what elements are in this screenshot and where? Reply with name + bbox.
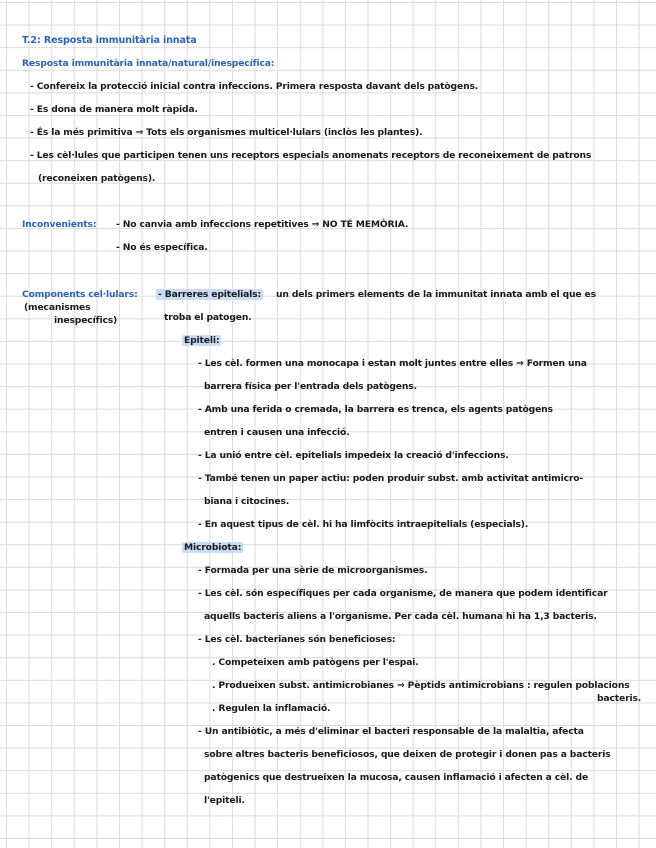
components-label-2: (mecanismes [24,302,91,313]
epiteli-item-2-cont: entren i causen una infecció. [204,427,350,438]
intro-line-3: - És la més primitiva ⇒ Tots els organismes multicel·lulars (inclòs les plantes). [30,127,423,138]
barreres-title-highlight: - Barreres epitelials: [158,289,262,300]
microbiota-title-highlight: Microbiota: [184,542,242,553]
barreres-desc-1: un dels primers elements de la immunitat innata amb el que es [276,289,596,300]
epiteli-item-1: - Les cèl. formen una monocapa i estan molt juntes entre elles ⇒ Formen una [198,358,587,369]
epiteli-item-4: - També tenen un paper actiu: poden produir subst. amb activitat antimicro- [198,473,584,484]
microbiota-item-2: - Les cèl. són específiques per cada organisme, de manera que podem identificar [198,588,608,599]
inconvenients-item-2: - No és específica. [116,242,208,253]
microbiota-item-4-cont-3: l'epiteli. [204,795,245,806]
intro-line-2: - Es dona de manera molt ràpida. [30,104,198,115]
epiteli-title-highlight: Epiteli: [184,335,220,346]
components-label-3: inespecífics) [54,315,118,326]
inconvenients-label: Inconvenients: [22,219,97,230]
epiteli-item-3: - La unió entre cèl. epitelials impedeix la creació d'infeccions. [198,450,509,461]
microbiota-item-4-cont-2: patògenics que destrueixen la mucosa, causen inflamació i afecten a cèl. de [204,772,589,783]
microbiota-item-1: - Formada per una sèrie de microorganismes. [198,565,428,576]
microbiota-subitem-1: . Competeixen amb patògens per l'espai. [212,657,419,668]
section-subtitle: Resposta immunitària innata/natural/inespecífica: [22,58,275,69]
epiteli-title [182,335,221,347]
epiteli-item-4-cont: biana i citocines. [204,496,290,507]
microbiota-item-2-cont: aquells bacteris aliens a l'organisme. Per cada cèl. humana hi ha 1,3 bacteris. [204,611,597,622]
intro-line-4: - Les cèl·lules que participen tenen uns receptors especials anomenats receptors de reconeixement de patrons [30,150,592,161]
barreres-title [156,289,263,301]
microbiota-subitem-2-cont: bacteris. [597,693,642,704]
microbiota-item-4: - Un antibiòtic, a més d'eliminar el bacteri responsable de la malaltia, afecta [198,726,584,737]
epiteli-item-2: - Amb una ferida o cremada, la barrera es trenca, els agents patògens [198,404,553,415]
microbiota-subitem-3: . Regulen la inflamació. [212,703,331,714]
intro-line-1: - Confereix la protecció inicial contra infeccions. Primera resposta davant dels patògens. [30,81,479,92]
page-title: T.2: Resposta immunitària innata [22,35,197,46]
intro-line-5: (reconeixen patògens). [38,173,156,184]
epiteli-item-1-cont: barrera física per l'entrada dels patògens. [204,381,417,392]
microbiota-title [182,542,243,554]
epiteli-item-5: - En aquest tipus de cèl. hi ha limfòcits intraepitelials (especials). [198,519,529,530]
components-label: Components cel·lulars: [22,289,138,300]
microbiota-item-3: - Les cèl. bacterianes són beneficioses: [198,634,396,645]
microbiota-subitem-2: . Produeixen subst. antimicrobianes ⇒ Pèptids antimicrobians : regulen poblacions [212,680,630,691]
barreres-desc-2: troba el patogen. [164,312,252,323]
microbiota-item-4-cont-1: sobre altres bacteris beneficiosos, que deixen de protegir i donen pas a bacteris [204,749,611,760]
inconvenients-item-1: - No canvia amb infeccions repetitives ⇒ NO TÉ MEMÒRIA. [116,219,409,230]
